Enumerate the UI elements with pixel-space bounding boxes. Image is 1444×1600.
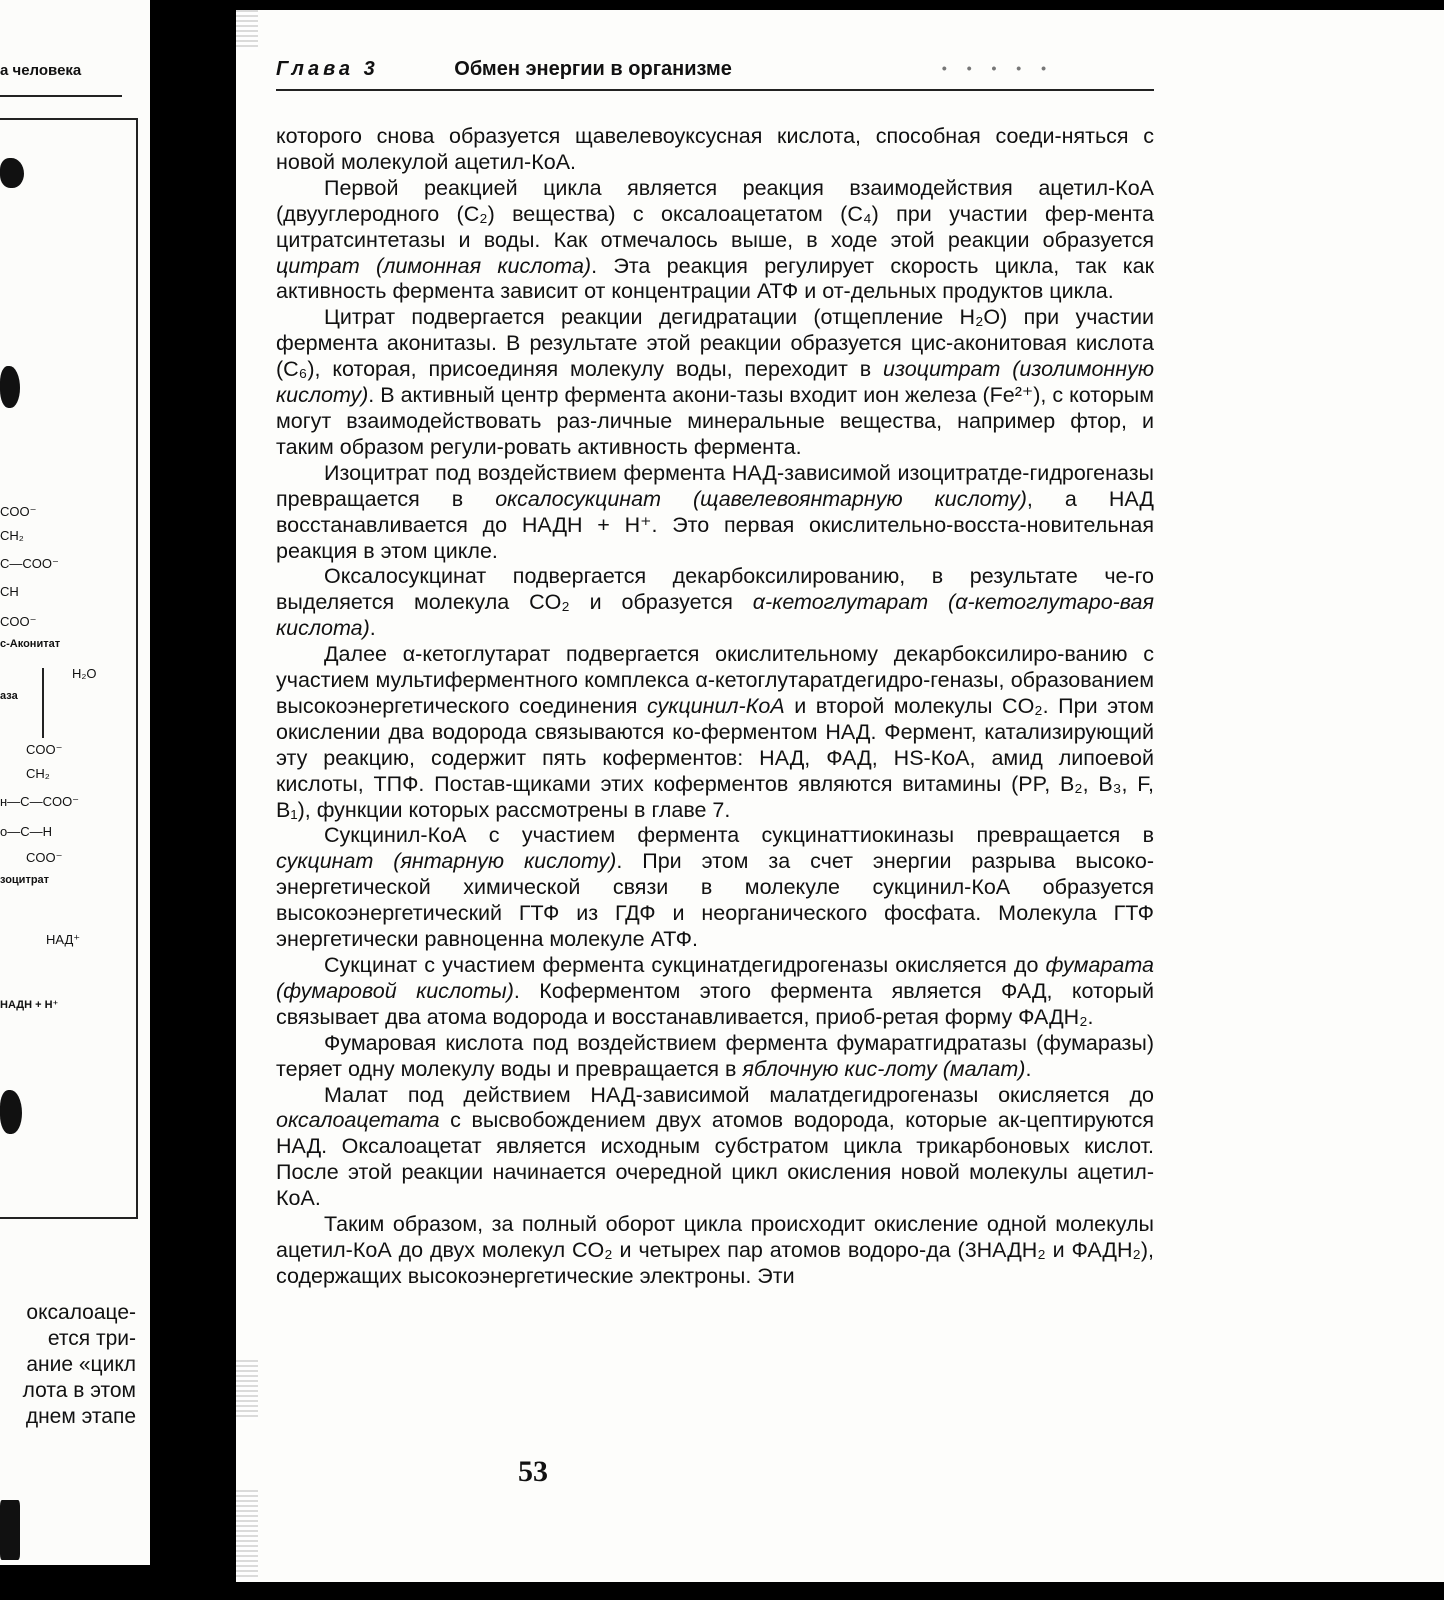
- paragraph: [276, 461, 1154, 565]
- body-text: [276, 124, 1154, 1290]
- paragraph-text: с высвобождением двух атомов водорода, которые ак-цептируются НАД. Оксалоацетат является исходным субстратом цикла трикарбоновых кислот. После этой реакции начинается очередной цикл окисления новой молекулы ацетил-КоА.: [276, 1108, 1154, 1211]
- formula-line: COO⁻: [26, 850, 63, 865]
- formula-line: CH₂: [26, 766, 50, 781]
- paragraph-text: Изоцитрат под воздействием фермента НАД-зависимой изоцитратде-гидрогеназы превращается в: [276, 460, 1154, 511]
- paragraph: [276, 564, 1154, 642]
- formula-line: CH: [0, 584, 19, 599]
- chapter-label: Глава 3: [276, 58, 379, 80]
- paragraph: [276, 305, 1154, 460]
- enzyme-label: аза: [0, 690, 18, 702]
- formula-line: CH₂: [0, 528, 24, 543]
- emphasized-term: сукцинил-КоА: [646, 693, 785, 718]
- chapter-title: Обмен энергии в организме: [454, 58, 732, 80]
- paragraph: [276, 1212, 1154, 1290]
- scan-noise: [236, 10, 258, 50]
- paragraph-text: Фумаровая кислота под воздействием фермента фумаратгидратазы (фумаразы) теряет одну молекулу воды и превращается в: [276, 1030, 1154, 1081]
- paragraph-text: Первой реакцией цикла является реакция взаимодействия ацетил-КоА (двууглеродного (C₂) вещества) с оксалоацетатом (C₄) при участии фер-мента цитратсинтетазы и воды. Как отмечалось выше, в ходе этой реакции образуется: [276, 175, 1154, 252]
- scan-gutter: [150, 0, 236, 1600]
- paragraph: [276, 642, 1154, 823]
- paragraph-text: Сукцинат с участием фермента сукцинатдегидрогеназы окисляется до: [324, 953, 1046, 977]
- emphasized-term: оксалоацетата: [276, 1108, 440, 1133]
- formula-line: н—C—COO⁻: [0, 794, 80, 809]
- water-label: H₂O: [72, 666, 97, 681]
- paragraph: [276, 1031, 1154, 1083]
- emphasized-term: цитрат (лимонная кислота): [276, 253, 592, 278]
- paragraph: [276, 176, 1154, 306]
- paragraph-text: Оксалосукцинат подвергается декарбоксилированию, в результате че-го выделяется молекула CO₂ и образуется: [276, 564, 1154, 615]
- paragraph-text: .: [1025, 1056, 1032, 1081]
- nadh-label: НАДН + H⁺: [0, 999, 59, 1011]
- paragraph-text: . В активный центр фермента акони-тазы входит ион железа (Fe²⁺), с которым могут взаимодействовать раз-личные минеральные вещества, например фтор, и таким образом регули-ровать активность фермента.: [276, 383, 1154, 459]
- isocitrate-label: зоцитрат: [0, 874, 50, 886]
- ink-blot: [0, 1500, 20, 1560]
- emphasized-term: изоцитрат (изолимонную кислоту): [276, 357, 1154, 408]
- paragraph-text: Цитрат подвергается реакции дегидратации (отщепление H₂O) при участии фермента аконитазы. В результате этой реакции образуется цис-аконитовая кислота (C₆), которая, присоединяя молекулу воды, переходит в: [276, 305, 1154, 382]
- ink-blot: [0, 366, 20, 408]
- side-text-line: ание «цикл: [26, 1353, 136, 1376]
- emphasized-term: оксалосукцинат (щавелевоянтарную кислоту): [495, 486, 1027, 511]
- side-text-line: оксалоаце-: [26, 1301, 136, 1324]
- header-scan-artifacts: • • • • •: [941, 60, 1054, 76]
- paragraph-text: Далее α-кетоглутарат подвергается окислительному декарбоксилиро-ванию с участием мультиферментного комплекса α-кетоглутаратдегидро-геназы, образованием высокоэнергетического соединения: [276, 642, 1154, 718]
- paragraph: [276, 953, 1154, 1031]
- running-header: [276, 58, 1154, 88]
- paragraph: [276, 823, 1154, 953]
- scan-noise: [236, 1360, 258, 1420]
- paragraph-text: Сукцинил-КоА с участием фермента сукцинаттиокиназы превращается в: [324, 823, 1154, 848]
- emphasized-term: фумарата (фумаровой кислоты): [276, 953, 1154, 1003]
- nad-label: НАД⁺: [46, 932, 81, 947]
- paragraph-text: , а НАД восстанавливается до НАДН + H⁺. Это первая окислительно-восста-новительная реакция в этом цикле.: [276, 486, 1154, 563]
- paragraph: [276, 124, 1154, 176]
- paragraph-text: Малат под действием НАД-зависимой малатдегидрогеназы окисляется до: [324, 1082, 1154, 1107]
- side-text-line: днем этапе: [25, 1405, 136, 1428]
- scan-noise: [236, 1490, 258, 1580]
- left-header-rule: [0, 95, 122, 97]
- ink-blot: [0, 1090, 22, 1134]
- emphasized-term: α-кетоглутарат (α-кетоглутаро-вая кислота): [276, 590, 1154, 641]
- formula-line: о—C—H: [0, 824, 53, 839]
- paragraph-text: .: [369, 616, 376, 641]
- formula-line: C—COO⁻: [0, 556, 59, 571]
- formula-line: COO⁻: [26, 742, 63, 757]
- paragraph-text: . При этом за счет энергии разрыва высоко-энергетической химической связи в молекуле сукцинил-КоА образуется высокоэнергетический ГТФ из ГДФ и неорганического фосфата. Молекула ГТФ энергетически равноценна молекуле АТФ.: [276, 849, 1155, 952]
- cis-aconitate-label: с-Аконитат: [0, 638, 61, 650]
- page-number: 53: [518, 1455, 548, 1488]
- reaction-arrow: [42, 668, 44, 738]
- paragraph-text: . Коферментом этого фермента является ФАД, который связывает два атома водорода и восстанавливается, приоб-ретая форму ФАДН₂.: [276, 978, 1154, 1029]
- formula-line: COO⁻: [0, 504, 37, 519]
- paragraph-text: Таким образом, за полный оборот цикла происходит окисление одной молекулы ацетил-КоА до двух молекул CO₂ и четырех пар атомов водоро-да (3НАДН₂ и ФАДН₂), содержащих высокоэнергетические электроны. Эти: [276, 1212, 1154, 1288]
- paragraph: [276, 1083, 1154, 1213]
- side-text-line: ется три-: [47, 1327, 136, 1350]
- left-page-fragment: [0, 0, 153, 1565]
- formula-line: COO⁻: [0, 614, 37, 629]
- side-text-line: лота в этом: [22, 1379, 136, 1402]
- paragraph-text: которого снова образуется щавелевоуксусная кислота, способная соеди-няться с новой молекулой ацетил-КоА.: [276, 124, 1154, 174]
- emphasized-term: сукцинат (янтарную кислоту): [276, 849, 617, 874]
- scan-bottom-edge: [0, 1582, 1444, 1600]
- left-page-header: а человека: [0, 62, 82, 79]
- ink-blot: [0, 158, 24, 188]
- cycle-diagram-box: [0, 118, 138, 1219]
- header-rule: [276, 89, 1154, 91]
- paragraph-text: и второй молекулы CO₂. При этом окислении два водорода связываются ко-ферментом НАД. Фермент, катализирующий эту реакцию, содержит пять коферментов: НАД, ФАД, HS-КоА, амид липоевой кислоты, ТПФ. Постав-щиками этих коферментов являются витамины (PP, B₂, B₃, F, B₁), функции которых рассмотрены в главе 7.: [276, 693, 1154, 822]
- emphasized-term: яблочную кис-лоту (малат): [742, 1056, 1026, 1081]
- paragraph-text: . Эта реакция регулирует скорость цикла, так как активность фермента зависит от концентрации АТФ и от-дельных продуктов цикла.: [276, 253, 1154, 304]
